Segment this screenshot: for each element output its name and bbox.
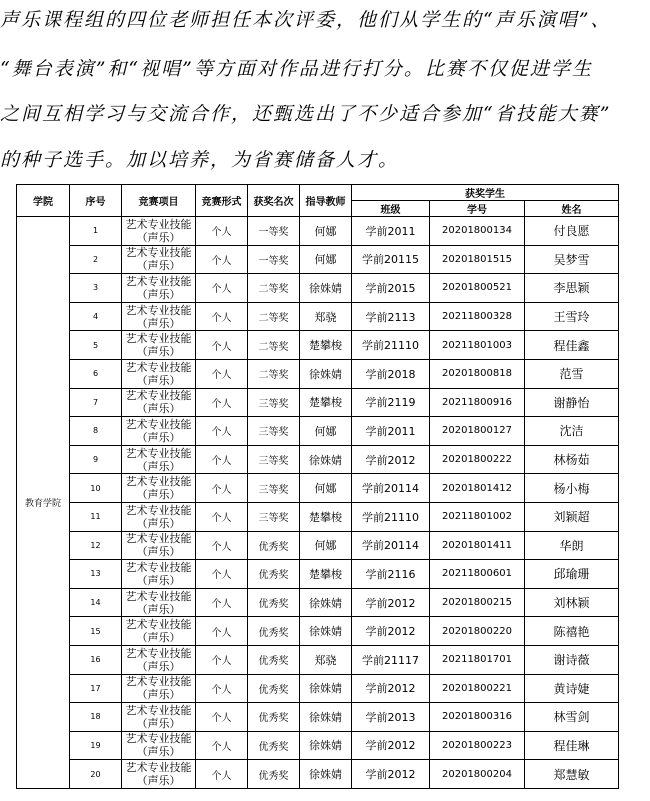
row-index: 5 [70, 331, 122, 360]
row-student-id: 20201800204 [430, 760, 525, 789]
row-form: 个人 [196, 560, 248, 589]
row-award: 优秀奖 [248, 760, 300, 789]
header-student-id: 学号 [430, 201, 525, 217]
row-item: 艺术专业技能（声乐） [122, 531, 196, 560]
awards-table-body [17, 217, 619, 789]
row-name: 沈洁 [525, 417, 619, 446]
row-name: 刘颖超 [525, 502, 619, 531]
row-teacher: 郑骁 [300, 302, 352, 331]
row-teacher: 何娜 [300, 245, 352, 274]
row-teacher: 楚攀梭 [300, 331, 352, 360]
row-class: 学前2012 [352, 731, 430, 760]
row-class: 学前2012 [352, 588, 430, 617]
row-index: 19 [70, 731, 122, 760]
table-row [17, 703, 619, 732]
row-form: 个人 [196, 245, 248, 274]
row-award: 三等奖 [248, 445, 300, 474]
row-student-id: 20201800818 [430, 359, 525, 388]
table-row [17, 274, 619, 303]
row-name: 付良愿 [525, 217, 619, 246]
row-teacher: 徐姝婧 [300, 703, 352, 732]
row-name: 刘林颖 [525, 588, 619, 617]
row-form: 个人 [196, 502, 248, 531]
row-index: 6 [70, 359, 122, 388]
row-item: 艺术专业技能（声乐） [122, 645, 196, 674]
header-item: 竞赛项目 [122, 185, 196, 217]
header-award: 获奖名次 [248, 185, 300, 217]
row-class: 学前20114 [352, 474, 430, 503]
paragraph-line-1: 声乐课程组的四位老师担任本次评委，他们从学生的“声乐演唱”、 [0, 9, 612, 31]
row-class: 学前2012 [352, 674, 430, 703]
row-class: 学前2013 [352, 703, 430, 732]
table-row [17, 445, 619, 474]
row-teacher: 徐姝婧 [300, 359, 352, 388]
row-name: 王雪玲 [525, 302, 619, 331]
row-student-id: 20201800316 [430, 703, 525, 732]
row-award: 三等奖 [248, 502, 300, 531]
row-award: 二等奖 [248, 302, 300, 331]
row-name: 邱瑜珊 [525, 560, 619, 589]
row-teacher: 楚攀梭 [300, 560, 352, 589]
table-row [17, 474, 619, 503]
table-row [17, 617, 619, 646]
row-index: 16 [70, 645, 122, 674]
row-student-id: 20201801412 [430, 474, 525, 503]
row-teacher: 何娜 [300, 417, 352, 446]
row-form: 个人 [196, 645, 248, 674]
row-form: 个人 [196, 217, 248, 246]
row-teacher: 徐姝婧 [300, 274, 352, 303]
row-name: 程佳琳 [525, 731, 619, 760]
row-teacher: 郑骁 [300, 645, 352, 674]
row-item: 艺术专业技能（声乐） [122, 217, 196, 246]
row-item: 艺术专业技能（声乐） [122, 388, 196, 417]
row-award: 一等奖 [248, 217, 300, 246]
row-award: 三等奖 [248, 388, 300, 417]
row-form: 个人 [196, 731, 248, 760]
row-class: 学前2012 [352, 617, 430, 646]
row-item: 艺术专业技能（声乐） [122, 617, 196, 646]
row-student-id: 20211801003 [430, 331, 525, 360]
row-form: 个人 [196, 302, 248, 331]
row-class: 学前2012 [352, 760, 430, 789]
table-row [17, 645, 619, 674]
row-name: 华朗 [525, 531, 619, 560]
row-student-id: 20201801411 [430, 531, 525, 560]
row-award: 二等奖 [248, 331, 300, 360]
table-row [17, 302, 619, 331]
row-class: 学前20114 [352, 531, 430, 560]
row-student-id: 20201801515 [430, 245, 525, 274]
row-class: 学前2011 [352, 417, 430, 446]
row-item: 艺术专业技能（声乐） [122, 359, 196, 388]
table-row [17, 331, 619, 360]
row-class: 学前21110 [352, 331, 430, 360]
row-teacher: 徐姝婧 [300, 731, 352, 760]
row-student-id: 20201800220 [430, 617, 525, 646]
row-class: 学前2018 [352, 359, 430, 388]
row-item: 艺术专业技能（声乐） [122, 674, 196, 703]
row-name: 程佳鑫 [525, 331, 619, 360]
row-student-id: 20211800328 [430, 302, 525, 331]
row-name: 杨小梅 [525, 474, 619, 503]
row-teacher: 徐姝婧 [300, 760, 352, 789]
row-item: 艺术专业技能（声乐） [122, 760, 196, 789]
row-award: 二等奖 [248, 359, 300, 388]
row-teacher: 楚攀梭 [300, 502, 352, 531]
table-row [17, 560, 619, 589]
row-name: 林杨茹 [525, 445, 619, 474]
row-student-id: 20201800134 [430, 217, 525, 246]
row-teacher: 楚攀梭 [300, 388, 352, 417]
row-item: 艺术专业技能（声乐） [122, 703, 196, 732]
row-form: 个人 [196, 274, 248, 303]
header-class: 班级 [352, 201, 430, 217]
college-cell: 教育学院 [17, 217, 70, 789]
row-index: 2 [70, 245, 122, 274]
row-class: 学前21117 [352, 645, 430, 674]
row-award: 优秀奖 [248, 617, 300, 646]
row-form: 个人 [196, 474, 248, 503]
table-row [17, 217, 619, 246]
row-name: 谢诗薇 [525, 645, 619, 674]
table-row [17, 417, 619, 446]
row-item: 艺术专业技能（声乐） [122, 560, 196, 589]
row-teacher: 徐姝婧 [300, 674, 352, 703]
row-award: 优秀奖 [248, 703, 300, 732]
header-college: 学院 [17, 185, 70, 217]
row-award: 优秀奖 [248, 531, 300, 560]
table-row [17, 731, 619, 760]
header-teacher: 指导教师 [300, 185, 352, 217]
row-class: 学前21110 [352, 502, 430, 531]
row-item: 艺术专业技能（声乐） [122, 474, 196, 503]
row-name: 范雪 [525, 359, 619, 388]
row-form: 个人 [196, 760, 248, 789]
row-class: 学前2116 [352, 560, 430, 589]
row-index: 4 [70, 302, 122, 331]
row-award: 一等奖 [248, 245, 300, 274]
table-row [17, 359, 619, 388]
row-name: 陈禧艳 [525, 617, 619, 646]
row-item: 艺术专业技能（声乐） [122, 731, 196, 760]
paragraph-line-2: “舞台表演”和“视唱”等方面对作品进行打分。比赛不仅促进学生 [0, 58, 593, 80]
row-index: 8 [70, 417, 122, 446]
row-name: 黄诗婕 [525, 674, 619, 703]
awards-table [16, 184, 619, 789]
row-index: 3 [70, 274, 122, 303]
header-name: 姓名 [525, 201, 619, 217]
row-student-id: 20211800916 [430, 388, 525, 417]
row-teacher: 何娜 [300, 217, 352, 246]
row-form: 个人 [196, 417, 248, 446]
row-class: 学前20115 [352, 245, 430, 274]
row-item: 艺术专业技能（声乐） [122, 302, 196, 331]
row-award: 二等奖 [248, 274, 300, 303]
row-teacher: 徐姝婧 [300, 588, 352, 617]
row-student-id: 20211801701 [430, 645, 525, 674]
row-index: 12 [70, 531, 122, 560]
row-item: 艺术专业技能（声乐） [122, 502, 196, 531]
table-row [17, 674, 619, 703]
row-index: 18 [70, 703, 122, 732]
row-class: 学前2012 [352, 445, 430, 474]
row-class: 学前2011 [352, 217, 430, 246]
table-row [17, 245, 619, 274]
row-form: 个人 [196, 445, 248, 474]
row-student-id: 20201800521 [430, 274, 525, 303]
row-teacher: 何娜 [300, 474, 352, 503]
table-row [17, 388, 619, 417]
row-award: 三等奖 [248, 417, 300, 446]
row-item: 艺术专业技能（声乐） [122, 417, 196, 446]
row-name: 郑慧敏 [525, 760, 619, 789]
row-name: 林雪剑 [525, 703, 619, 732]
row-index: 1 [70, 217, 122, 246]
row-index: 17 [70, 674, 122, 703]
header-form: 竞赛形式 [196, 185, 248, 217]
row-form: 个人 [196, 674, 248, 703]
row-form: 个人 [196, 388, 248, 417]
row-form: 个人 [196, 359, 248, 388]
row-class: 学前2119 [352, 388, 430, 417]
row-student-id: 20201800223 [430, 731, 525, 760]
row-item: 艺术专业技能（声乐） [122, 331, 196, 360]
row-index: 15 [70, 617, 122, 646]
row-student-id: 20211801002 [430, 502, 525, 531]
row-index: 11 [70, 502, 122, 531]
row-class: 学前2113 [352, 302, 430, 331]
row-item: 艺术专业技能（声乐） [122, 445, 196, 474]
row-award: 优秀奖 [248, 645, 300, 674]
row-form: 个人 [196, 531, 248, 560]
header-student-group: 获奖学生 [352, 185, 619, 201]
row-item: 艺术专业技能（声乐） [122, 588, 196, 617]
row-teacher: 何娜 [300, 531, 352, 560]
row-class: 学前2015 [352, 274, 430, 303]
row-index: 14 [70, 588, 122, 617]
header-index: 序号 [70, 185, 122, 217]
table-row [17, 760, 619, 789]
table-row [17, 531, 619, 560]
row-student-id: 20201800222 [430, 445, 525, 474]
row-award: 三等奖 [248, 474, 300, 503]
row-form: 个人 [196, 331, 248, 360]
row-award: 优秀奖 [248, 674, 300, 703]
row-item: 艺术专业技能（声乐） [122, 274, 196, 303]
row-form: 个人 [196, 703, 248, 732]
paragraph-line-3: 之间互相学习与交流合作，还甄选出了不少适合参加“省技能大赛” [0, 103, 612, 125]
row-item: 艺术专业技能（声乐） [122, 245, 196, 274]
row-student-id: 20211800601 [430, 560, 525, 589]
row-index: 7 [70, 388, 122, 417]
row-index: 13 [70, 560, 122, 589]
row-student-id: 20201800215 [430, 588, 525, 617]
row-student-id: 20201800127 [430, 417, 525, 446]
row-index: 10 [70, 474, 122, 503]
row-award: 优秀奖 [248, 731, 300, 760]
paragraph-line-4: 的种子选手。加以培养，为省赛储备人才。 [0, 149, 400, 171]
row-student-id: 20201800221 [430, 674, 525, 703]
row-form: 个人 [196, 588, 248, 617]
row-award: 优秀奖 [248, 560, 300, 589]
row-form: 个人 [196, 617, 248, 646]
row-teacher: 徐姝婧 [300, 445, 352, 474]
table-row [17, 588, 619, 617]
table-row [17, 502, 619, 531]
row-index: 20 [70, 760, 122, 789]
row-name: 谢静怡 [525, 388, 619, 417]
row-name: 吴梦雪 [525, 245, 619, 274]
row-name: 李思颖 [525, 274, 619, 303]
row-teacher: 徐姝婧 [300, 617, 352, 646]
row-index: 9 [70, 445, 122, 474]
row-award: 优秀奖 [248, 588, 300, 617]
